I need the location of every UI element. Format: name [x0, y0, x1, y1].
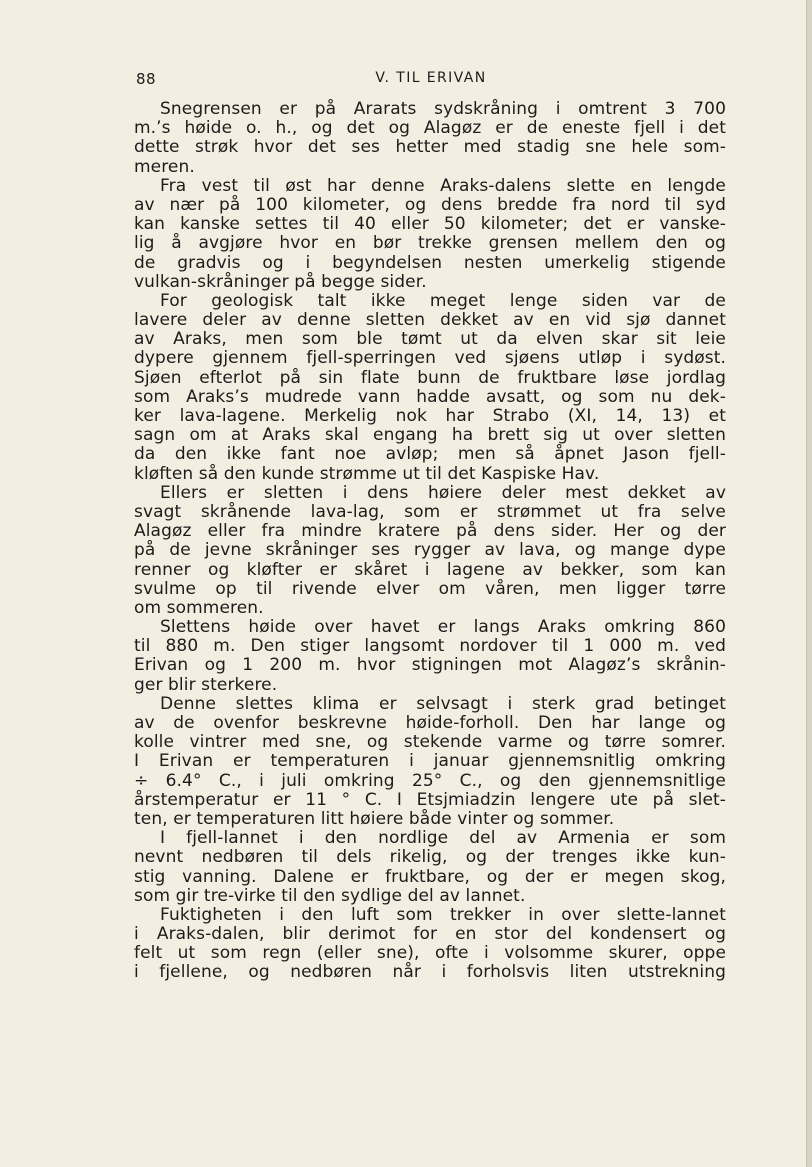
text-line: om sommeren. [134, 597, 264, 618]
text-line: kolle vintrer med sne, og stekende varme og tørre somrer. [134, 732, 726, 753]
page-number: 88 [136, 70, 157, 88]
text-line: Fra vest til øst har denne Araks-dalens slette en lengde [160, 175, 726, 196]
text-line: kan kanske settes til 40 eller 50 kilometer; det er vanske- [134, 214, 726, 235]
text-line: svagt skrånende lava-lag, som er strømmet ut fra selve [134, 501, 726, 522]
text-line: lavere deler av denne sletten dekket av en vid sjø dannet [134, 310, 726, 331]
text-line: nevnt nedbøren til dels rikelig, og der trenges ikke kun- [134, 847, 726, 868]
text-line: ker lava-lagene. Merkelig nok har Strabo (XI, 14, 13) et [134, 406, 726, 426]
text-line: Fuktigheten i den luft som trekker in over slette-lannet [160, 904, 726, 925]
text-line: I Erivan er temperaturen i januar gjennemsnitlig omkring [134, 751, 726, 772]
text-line: da den ikke fant noe avløp; men så åpnet Jason fjell- [134, 444, 726, 465]
text-line: ger blir sterkere. [134, 674, 278, 695]
text-line: vulkan-skråninger på begge sider. [134, 271, 427, 292]
text-line: Ellers er sletten i dens høiere deler mest dekket av [160, 482, 726, 503]
text-line: Erivan og 1 200 m. hvor stigningen mot Alagøz’s skrånin- [134, 655, 726, 676]
text-line: årstemperatur er 11 ° C. I Etsjmiadzin lengere ute på slet- [134, 789, 726, 810]
text-line: kløften så den kunde strømme ut til det Kaspiske Hav. [134, 463, 600, 484]
text-line: av nær på 100 kilometer, og dens bredde fra nord til syd [134, 194, 726, 215]
text-line: lig å avgjøre hvor en bør trekke grensen mellem den og [134, 233, 726, 254]
text-line: av de ovenfor beskrevne høide-forholl. Den har lange og [134, 713, 726, 733]
page-header [136, 70, 726, 90]
text-line: Sjøen efterlot på sin flate bunn de fruktbare løse jordlag [134, 367, 726, 388]
text-line: ÷ 6.4° C., i juli omkring 25° C., og den gjennemsnitlige [134, 770, 726, 791]
text-line: meren. [134, 156, 195, 177]
text-line: som gir tre-virke til den sydlige del av lannet. [134, 885, 526, 906]
text-line: dette strøk hvor det ses hetter med stadig sne hele som- [134, 137, 726, 158]
text-line: i Araks-dalen, blir derimot for en stor del kondensert og [134, 924, 726, 945]
text-line: stig vanning. Dalene er fruktbare, og der er megen skog, [134, 866, 726, 887]
text-line: som Araks’s mudrede vann hadde avsatt, og som nu dek- [134, 386, 726, 407]
text-line: sagn om at Araks skal engang ha brett sig ut over sletten [134, 425, 726, 446]
text-line: felt ut som regn (eller sne), ofte i volsomme skurer, oppe [134, 943, 726, 964]
running-head: V. TIL ERIVAN [375, 70, 487, 86]
text-line: Denne slettes klima er selvsagt i sterk grad betinget [160, 693, 726, 714]
text-line: de gradvis og i begyndelsen nesten umerkelig stigende [134, 252, 726, 273]
text-line: Alagøz eller fra mindre kratere på dens sider. Her og der [134, 521, 726, 542]
text-line: til 880 m. Den stiger langsomt nordover til 1 000 m. ved [134, 636, 726, 657]
text-line: i fjellene, og nedbøren når i forholsvis liten utstrekning [134, 962, 726, 983]
page-edge [806, 0, 812, 1167]
text-line: Slettens høide over havet er langs Araks omkring 860 [160, 617, 726, 638]
text-line: I fjell-lannet i den nordlige del av Armenia er som [160, 828, 726, 849]
text-line: Snegrensen er på Ararats sydskråning i omtrent 3 700 [160, 99, 726, 119]
text-line: på de jevne skråninger ses rygger av lava, og mange dype [134, 540, 726, 561]
text-line: dypere gjennem fjell-sperringen ved sjøens utløp i sydøst. [134, 348, 726, 369]
body-text [134, 100, 726, 983]
text-line: m.’s høide o. h., og det og Alagøz er de eneste fjell i det [134, 118, 726, 139]
text-line: av Araks, men som ble tømt ut da elven skar sit leie [134, 329, 726, 350]
text-line: svulme op til rivende elver om våren, men ligger tørre [134, 578, 726, 599]
text-line: ten, er temperaturen litt høiere både vinter og sommer. [134, 808, 615, 829]
text-line: For geologisk talt ikke meget lenge siden var de [160, 290, 726, 311]
text-line: renner og kløfter er skåret i lagene av bekker, som kan [134, 559, 726, 580]
